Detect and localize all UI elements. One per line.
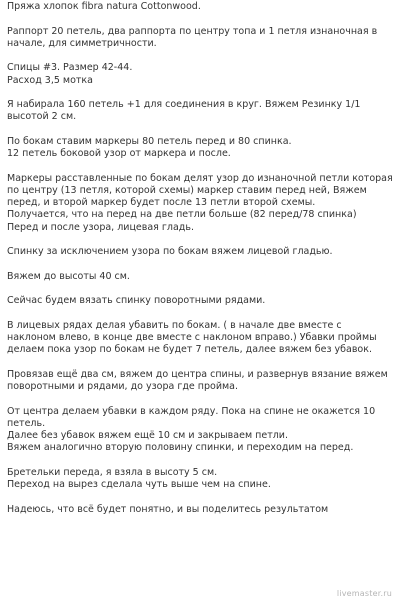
- text-line: петель.: [7, 417, 46, 429]
- text-line: Бретельки переда, я взяла в высоту 5 см.: [7, 466, 218, 478]
- watermark: livemaster.ru: [336, 589, 392, 598]
- text-line: Раппорт 20 петель, два раппорта по центру топа и 1 петля изнаночная в: [7, 25, 378, 37]
- paragraph-decreases: [7, 320, 400, 357]
- text-line: Вяжем аналогично вторую половину спинки, и переходим на перед.: [7, 442, 354, 454]
- text-line: Переход на вырез сделала чуть выше чем на спине.: [7, 479, 271, 491]
- text-line: Я набирала 160 петель +1 для соединения в круг. Вяжем Резинку 1/1: [7, 99, 361, 111]
- paragraph-straps: [7, 467, 400, 491]
- paragraph-height: [7, 271, 400, 283]
- text-line: По бокам ставим маркеры 80 петель перед и 80 спинка.: [7, 135, 292, 147]
- text-line: В лицевых рядах делая убавить по бокам. ( в начале две вместе с: [7, 319, 342, 331]
- text-line: начале, для симметричности.: [7, 37, 157, 49]
- text-line: Получается, что на перед на две петли больше (82 перед/78 спинка): [7, 209, 357, 221]
- paragraph-repeat: [7, 26, 400, 50]
- text-line: делаем пока узор по бокам не будет 7 петель, далее вяжем без убавок.: [7, 344, 372, 356]
- paragraph-cast-on: [7, 99, 400, 123]
- paragraph-turning-rows: [7, 295, 400, 307]
- text-line: Надеюсь, что всё будет понятно, и вы поделитесь результатом: [7, 503, 329, 515]
- text-line: Расход 3,5 мотка: [7, 74, 93, 86]
- text-line: Провязав ещё два см, вяжем до центра спины, и развернув вязание вяжем: [7, 368, 388, 380]
- text-line: Сейчас будем вязать спинку поворотными рядами.: [7, 295, 266, 307]
- paragraph-markers: [7, 136, 400, 160]
- text-line: Пряжа хлопок fibra natura Cottonwood.: [7, 1, 201, 12]
- text-line: по центру (13 петля, которой схемы) маркер ставим перед ней, Вяжем: [7, 184, 367, 196]
- text-line: поворотными и рядами, до узора где пройма.: [7, 381, 239, 393]
- paragraph-yarn: [7, 1, 400, 13]
- paragraph-needles: [7, 62, 400, 86]
- text-line: высотой 2 см.: [7, 111, 77, 123]
- text-line: От центра делаем убавки в каждом ряду. Пока на спине не окажется 10: [7, 405, 376, 417]
- text-line: наклоном влево, в конце две вместе с наклоном вправо.) Убавки проймы: [7, 332, 377, 344]
- text-line: Перед и после узора, лицевая гладь.: [7, 221, 194, 233]
- text-line: Спинку за исключением узора по бокам вяжем лицевой гладью.: [7, 246, 333, 258]
- text-line: Вяжем до высоты 40 см.: [7, 270, 130, 282]
- paragraph-back: [7, 246, 400, 258]
- text-line: Далее без убавок вяжем ещё 10 см и закрываем петли.: [7, 430, 288, 442]
- text-line: 12 петель боковой узор от маркера и после.: [7, 148, 231, 160]
- text-line: перед, и второй маркер будет после 13 петли второй схемы.: [7, 197, 316, 209]
- text-line: Спицы #3. Размер 42-44.: [7, 62, 133, 74]
- paragraph-closing: [7, 504, 400, 516]
- paragraph-center: [7, 369, 400, 393]
- text-line: Маркеры расставленные по бокам делят узор до изнаночной петли которая: [7, 172, 393, 184]
- paragraph-marker-placement: [7, 173, 400, 234]
- paragraph-center-decreases: [7, 406, 400, 455]
